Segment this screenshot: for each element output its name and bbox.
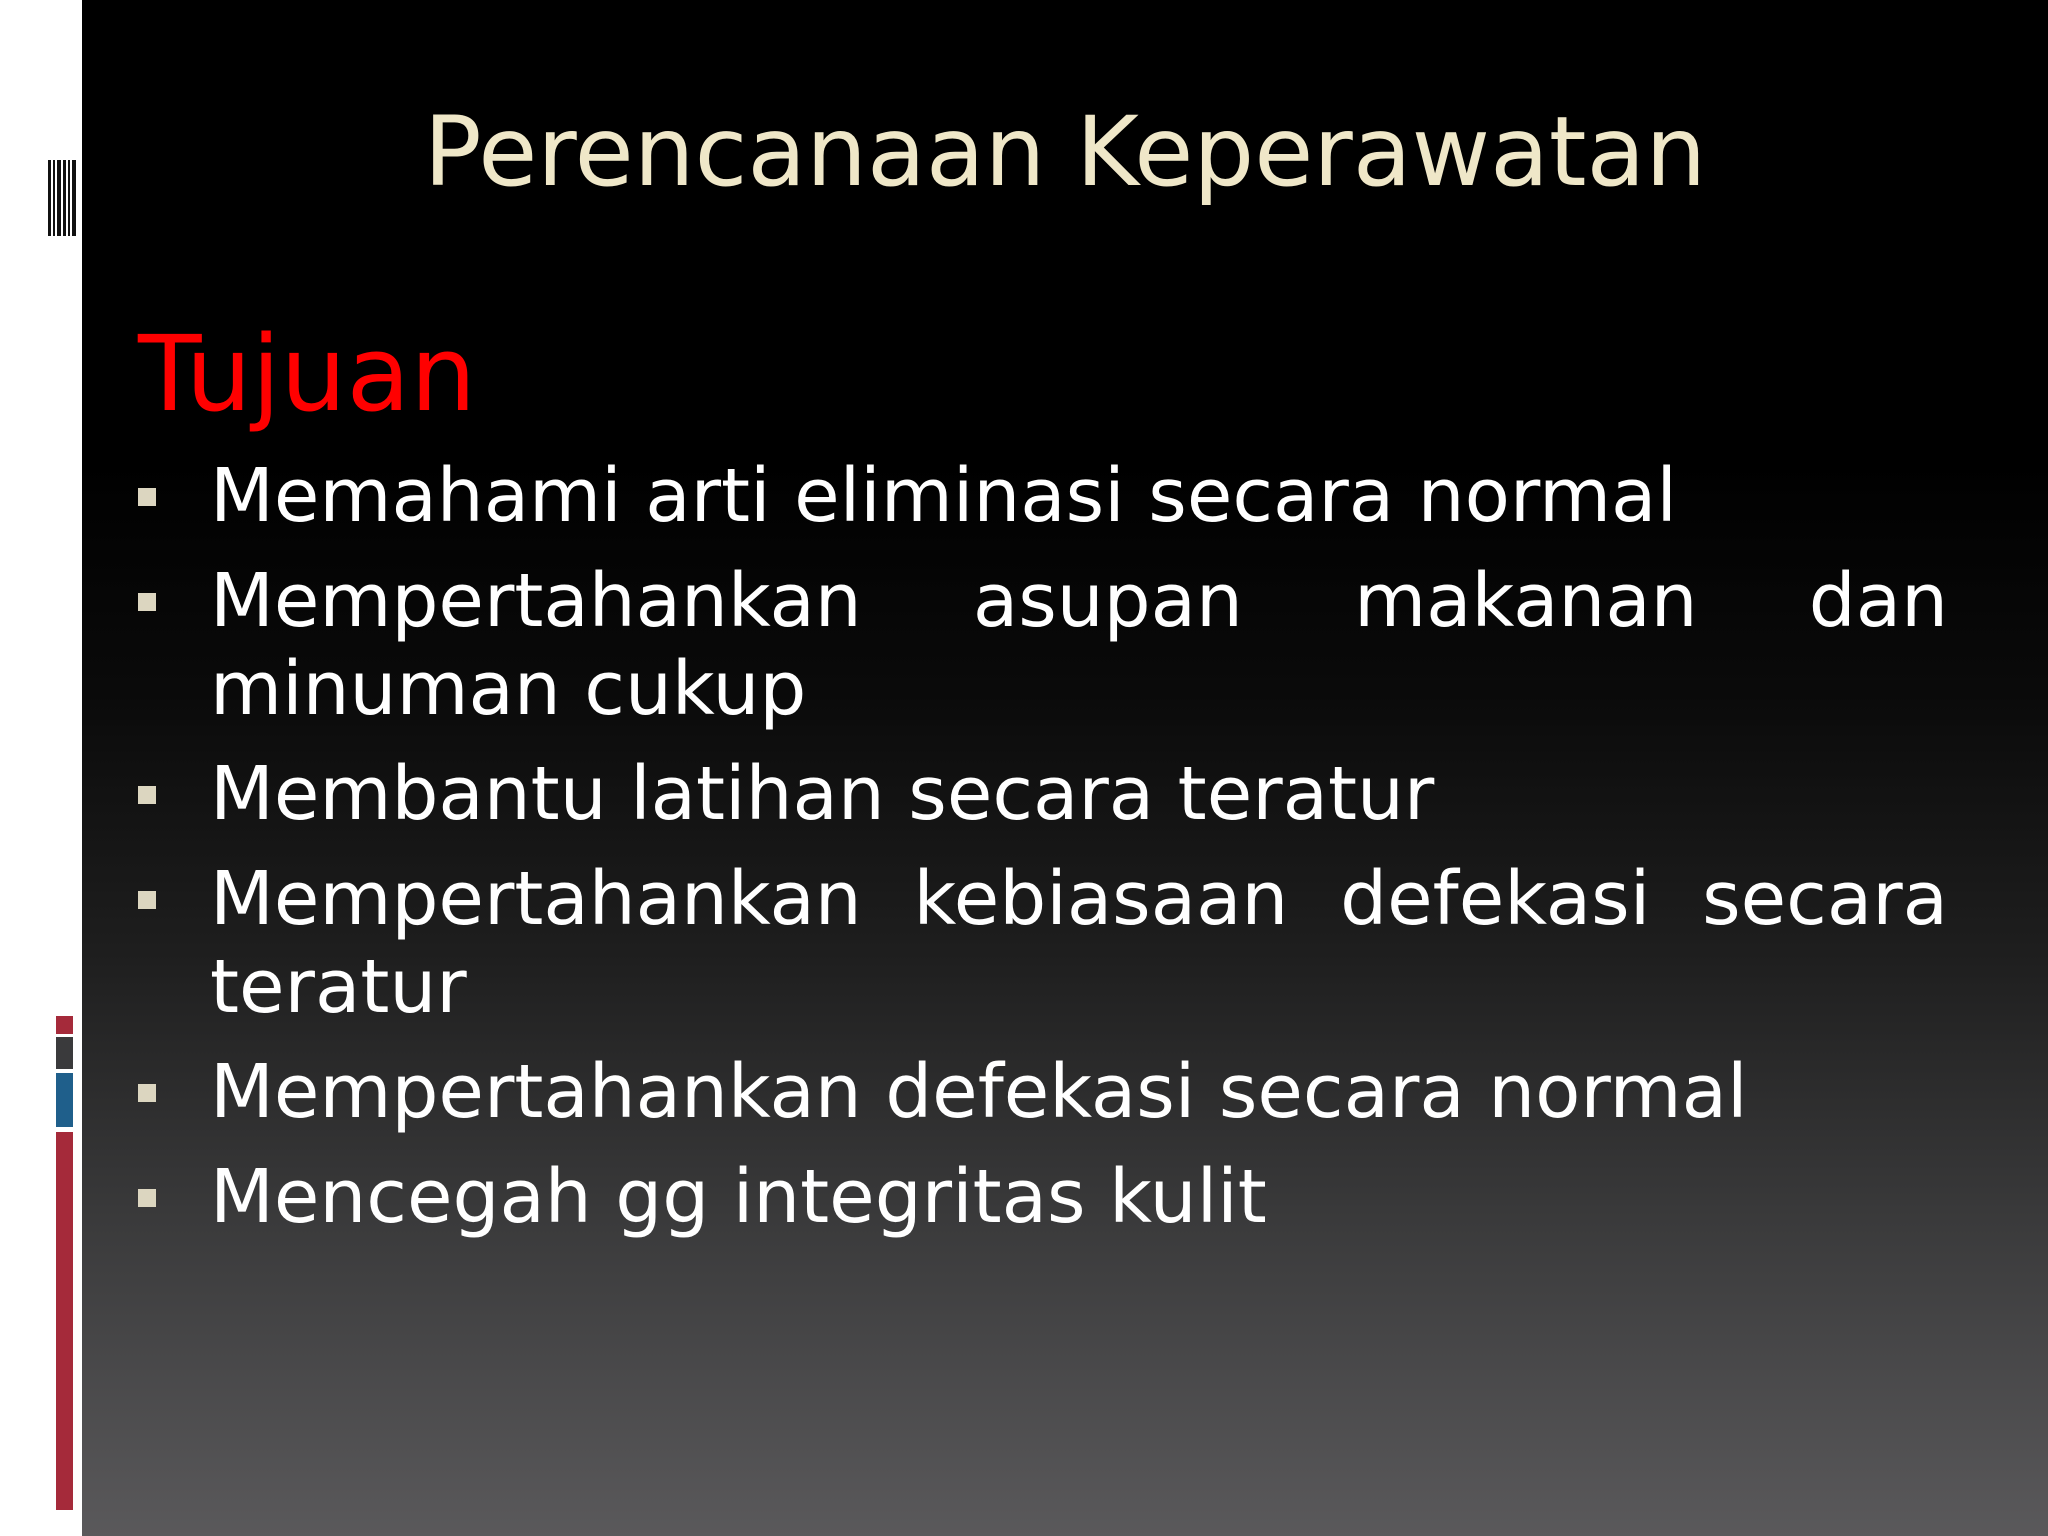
slide-title: Perencanaan Keperawatan (423, 96, 1707, 208)
accent-bar-red-top (56, 1016, 73, 1034)
bullet-item (138, 452, 1948, 540)
bullet-item (138, 1048, 1948, 1136)
square-bullet-icon (138, 593, 156, 611)
square-bullet-icon (138, 1189, 156, 1207)
slide-content (82, 0, 2048, 1536)
bullet-text: Membantu latihan secara teratur (210, 751, 1435, 837)
section-heading: Tujuan (138, 313, 477, 435)
bullet-text: Mempertahankan defekasi secara normal (210, 1049, 1748, 1135)
bullet-item (138, 750, 1948, 838)
bullet-item (138, 557, 1948, 733)
bullet-text: Memahami arti eliminasi secara normal (210, 453, 1677, 539)
square-bullet-icon (138, 891, 156, 909)
square-bullet-icon (138, 488, 156, 506)
bullet-item (138, 855, 1948, 1031)
accent-bar-red (56, 1132, 73, 1510)
left-decoration-strip (0, 0, 82, 1536)
bullet-text: Mempertahankan kebiasaan defekasi secara teratur (210, 856, 1948, 1030)
bullet-item (138, 1153, 1948, 1241)
accent-bar-gray (56, 1037, 73, 1069)
bullet-list (138, 452, 1948, 1258)
barcode-icon (48, 160, 78, 236)
accent-bar-blue (56, 1073, 73, 1127)
square-bullet-icon (138, 786, 156, 804)
square-bullet-icon (138, 1084, 156, 1102)
bullet-text: Mempertahankan asupan makanan dan minuman cukup (210, 558, 1948, 732)
bullet-text: Mencegah gg integritas kulit (210, 1154, 1267, 1240)
